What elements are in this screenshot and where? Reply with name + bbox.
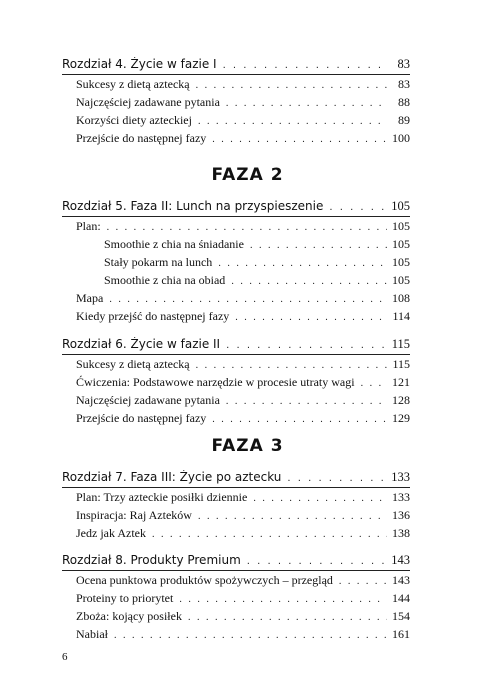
chapter-page: 115 bbox=[391, 337, 410, 351]
phase-heading: FAZA 3 bbox=[211, 436, 284, 456]
toc-chapter-5[interactable] bbox=[62, 199, 410, 215]
chapter-rule bbox=[62, 354, 410, 355]
chapter-title: Rozdział 4. Życie w fazie I bbox=[62, 57, 217, 71]
toc-entry[interactable]: Najczęściej zadawane pytania . . . 128 bbox=[62, 393, 410, 409]
toc-entry[interactable]: Sukcesy z dietą aztecką . . . 115 bbox=[62, 357, 410, 373]
toc-chapter-6[interactable] bbox=[62, 337, 410, 353]
toc-entry[interactable]: Plan: Trzy azteckie posiłki dziennie . . . 133 bbox=[62, 490, 410, 506]
toc-entry[interactable]: Nabiał . . . 161 bbox=[62, 627, 410, 643]
toc-entry[interactable]: Sukcesy z dietą aztecką . . . 83 bbox=[62, 77, 410, 93]
phase-heading: FAZA 2 bbox=[211, 165, 284, 185]
toc-entry[interactable]: Ćwiczenia: Podstawowe narzędzie w procesie utraty wagi . . . 121 bbox=[62, 375, 410, 391]
chapter-title: Rozdział 5. Faza II: Lunch na przyspieszenie bbox=[62, 199, 324, 213]
toc-entry[interactable]: Jedz jak Aztek . . . 138 bbox=[62, 526, 410, 542]
toc-chapter-8[interactable] bbox=[62, 553, 410, 569]
chapter-page: 83 bbox=[397, 57, 410, 71]
toc-entry[interactable]: Mapa . . . 108 bbox=[62, 291, 410, 307]
toc-chapter-7[interactable] bbox=[62, 470, 410, 486]
chapter-rule bbox=[62, 487, 410, 488]
toc-entry[interactable]: Ocena punktowa produktów spożywczych – przegląd . . . 143 bbox=[62, 573, 410, 589]
page-number: 6 bbox=[62, 651, 68, 663]
chapter-rule bbox=[62, 570, 410, 571]
chapter-rule bbox=[62, 216, 410, 217]
toc-entry[interactable]: Kiedy przejść do następnej fazy . . . 114 bbox=[62, 309, 410, 325]
toc-entry[interactable]: Inspiracja: Raj Azteków . . . 136 bbox=[62, 508, 410, 524]
toc-entry[interactable]: Stały pokarm na lunch . . . 105 bbox=[62, 255, 410, 271]
chapter-rule bbox=[62, 74, 410, 75]
chapter-page: 133 bbox=[391, 470, 410, 484]
toc-chapter-4[interactable] bbox=[62, 57, 410, 73]
chapter-title: Rozdział 6. Życie w fazie II bbox=[62, 337, 221, 351]
toc-entry[interactable]: Smoothie z chia na śniadanie . . . 105 bbox=[62, 237, 410, 253]
chapter-title: Rozdział 8. Produkty Premium bbox=[62, 553, 241, 567]
chapter-page: 143 bbox=[391, 553, 410, 567]
toc-entry[interactable]: Przejście do następnej fazy . . . 129 bbox=[62, 411, 410, 427]
toc-entry[interactable]: Korzyści diety azteckiej . . . 89 bbox=[62, 113, 410, 129]
toc-entry[interactable]: Przejście do następnej fazy . . . 100 bbox=[62, 131, 410, 147]
toc-entry[interactable]: Proteiny to priorytet . . . 144 bbox=[62, 591, 410, 607]
toc-entry[interactable]: Plan: . . . 105 bbox=[62, 219, 410, 235]
chapter-page: 105 bbox=[391, 199, 410, 213]
toc-entry[interactable]: Najczęściej zadawane pytania . . . 88 bbox=[62, 95, 410, 111]
chapter-title: Rozdział 7. Faza III: Życie po aztecku bbox=[62, 470, 282, 484]
toc-entry[interactable]: Zboża: kojący posiłek . . . 154 bbox=[62, 609, 410, 625]
toc-entry[interactable]: Smoothie z chia na obiad . . . 105 bbox=[62, 273, 410, 289]
